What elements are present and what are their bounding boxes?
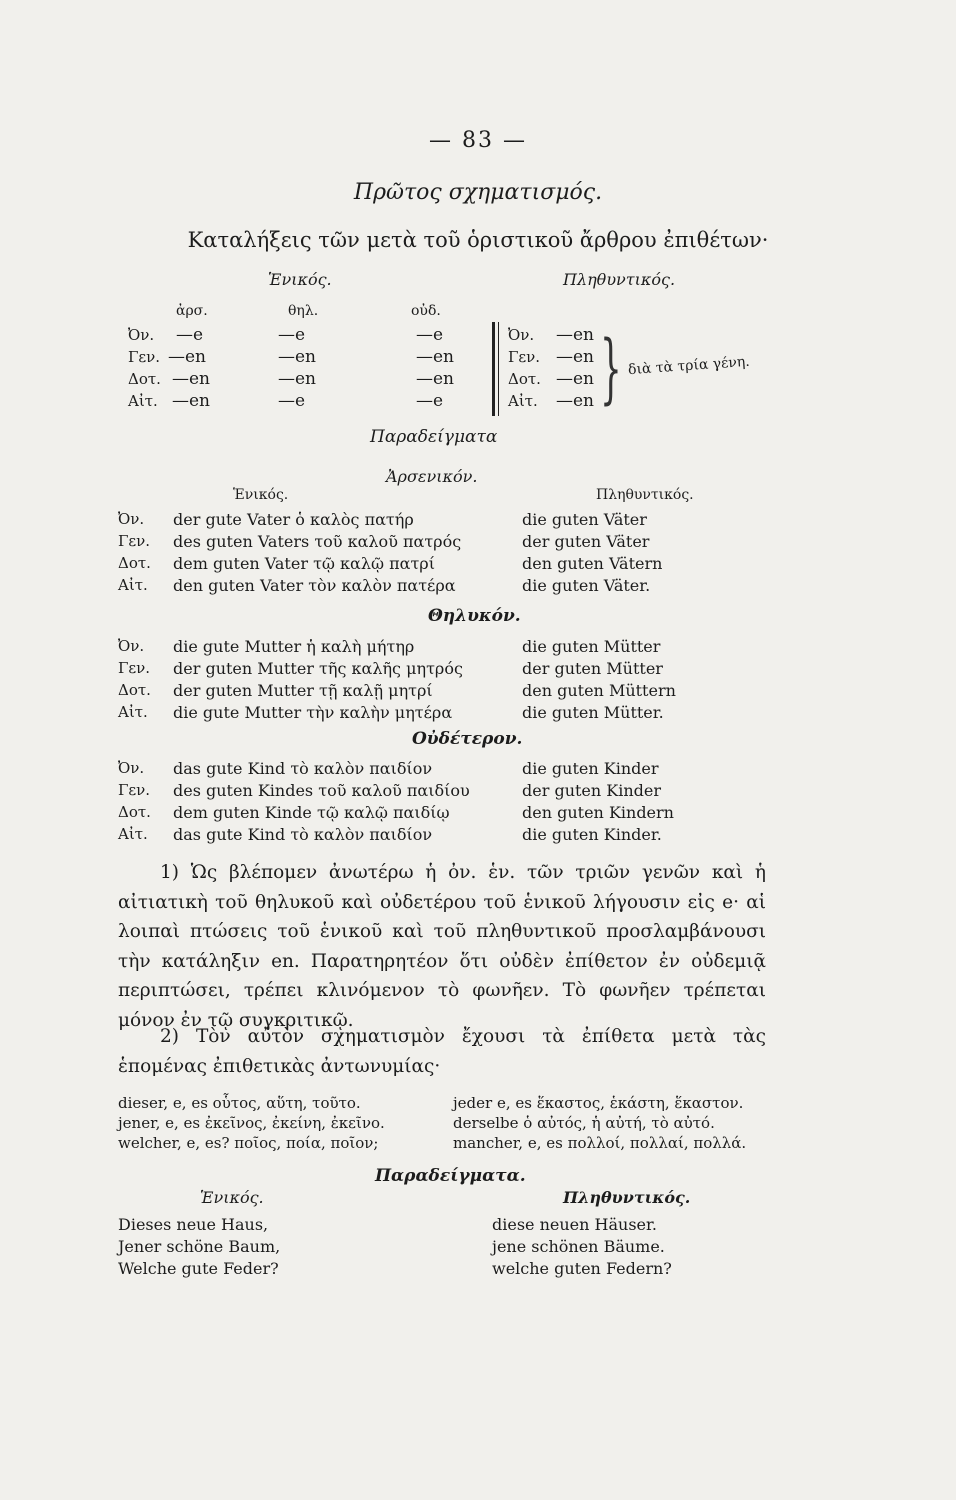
table-divider [498,322,499,416]
plural-case-label: Αἰτ. [508,392,538,410]
singular-header: Ἑνικός. [268,270,332,289]
example-plural: jene schönen Bäume. [492,1237,665,1256]
example-singular: die gute Mutter ἡ καλὴ μήτηρ [173,637,415,656]
pronoun-entry: welcher, e, es? ποῖος, ποία, ποῖον; [118,1134,379,1152]
example-plural: den guten Vätern [522,554,663,573]
plural-header: Πληθυντικός. [563,270,676,289]
pronoun-entry: derselbe ὁ αὐτός, ἡ αὐτή, τὸ αὐτό. [453,1114,715,1132]
table-divider [492,322,495,416]
example-singular: die gute Mutter τὴν καλὴν μητέρα [173,703,453,722]
example-plural: der guten Väter [522,532,650,551]
ending-cell: —en [172,391,211,411]
note-1 [118,858,766,1035]
case-label: Γεν. [118,532,151,550]
case-label: Γεν. [118,781,151,799]
example-singular: das gute Kind τὸ καλὸν παιδίον [173,759,433,778]
ending-cell: —e [278,325,306,345]
examples-heading: Παραδείγματα [370,427,498,447]
plural-header: Πληθυντικός. [596,487,694,503]
example-plural: der guten Mütter [522,659,663,678]
example-plural: diese neuen Häuser. [492,1215,657,1234]
pronoun-entry: jeder e, es ἕκαστος, ἑκάστη, ἕκαστον. [453,1094,744,1112]
example-plural: die guten Mütter [522,637,661,656]
plural-case-label: Δοτ. [508,370,541,388]
ending-cell: —en [168,347,207,367]
case-label: Αἰτ. [118,576,148,594]
case-label: Δοτ. [118,554,151,572]
page-subtitle: Καταλήξεις τῶν μετὰ τοῦ ὁριστικοῦ ἄρθρου ἐπιθέτων· [187,228,769,252]
plural-ending: —en [556,347,595,367]
gender-header-masc: ἀρσ. [176,303,208,319]
example-plural: der guten Kinder [522,781,662,800]
section-heading: Οὐδέτερον. [412,729,523,749]
case-label: Γεν. [128,348,161,366]
case-label: Ὀν. [128,326,155,344]
case-label: Ὀν. [118,637,145,655]
case-label: Γεν. [118,659,151,677]
note-2 [118,1022,766,1081]
gender-header-fem: θηλ. [288,303,319,319]
note-2-text: 2) Τὸν αὐτὸν σχηματισμὸν ἔχουσι τὰ ἐπίθετα μετὰ τὰς ἑπομένας ἐπιθετικὰς ἀντωνυμίας· [118,1026,766,1077]
page-title: Πρῶτος σχηματισμός. [353,180,603,205]
section-heading: Θηλυκόν. [428,606,521,626]
example-plural: die guten Kinder. [522,825,662,844]
case-label: Δοτ. [118,681,151,699]
case-label: Δοτ. [128,370,161,388]
plural-ending: —en [556,391,595,411]
example-singular: der gute Vater ὁ καλὸς πατήρ [173,510,414,529]
plural-ending: —en [556,369,595,389]
example-singular: Welche gute Feder? [118,1259,279,1278]
example-singular: der guten Mutter τῆς καλῆς μητρός [173,659,463,678]
plural-ending: —en [556,325,595,345]
example-singular: Dieses neue Haus, [118,1215,269,1234]
example-singular: Jener schöne Baum, [118,1237,281,1256]
example-plural: die guten Väter [522,510,647,529]
case-label: Ὀν. [118,759,145,777]
example-plural: den guten Kindern [522,803,674,822]
example-plural: die guten Kinder [522,759,659,778]
right-brace: } [600,323,622,412]
plural-header: Πληθυντικός. [563,1188,691,1207]
pronoun-entry: jener, e, es ἐκεῖνος, ἐκείνη, ἐκεῖνο. [118,1114,385,1132]
ending-cell: —en [172,369,211,389]
ending-cell: —e [416,325,444,345]
example-singular: der guten Mutter τῇ καλῇ μητρί [173,681,433,700]
example-singular: des guten Vaters τοῦ καλοῦ πατρός [173,532,462,551]
case-label: Αἰτ. [128,392,158,410]
pronoun-entry: mancher, e, es πολλοί, πολλαί, πολλά. [453,1134,747,1152]
example-singular: dem guten Kinde τῷ καλῷ παιδίῳ [173,803,450,822]
ending-cell: —e [176,325,204,345]
ending-cell: —en [416,369,455,389]
note-1-text: 1) Ὡς βλέπομεν ἀνωτέρω ἡ ὀν. ἑν. τῶν τριῶν γενῶν καὶ ἡ αἰτιατικὴ τοῦ θηλυκοῦ καὶ οὐδετέρου τοῦ ἑνικοῦ λήγουσιν εἰς e· αἱ λοιπαὶ πτώσεις τοῦ ἑνικοῦ καὶ τοῦ πληθυντικοῦ προσλαμβάνουσι τὴν κατάληξιν en. Παρατηρητέον ὅτι οὐδὲν ἐπίθετον ἐν οὐδεμιᾷ περιπτώσει, τρέπει κλινόμενον τὸ φωνῆεν. Τὸ φωνῆεν τρέπεται μόνον ἐν τῷ συγκριτικῷ. [118,862,766,1031]
ending-cell: —e [278,391,306,411]
example-plural: den guten Müttern [522,681,676,700]
ending-cell: —e [416,391,444,411]
case-label: Ὀν. [118,510,145,528]
example-plural: die guten Väter. [522,576,651,595]
example-singular: dem guten Vater τῷ καλῷ πατρί [173,554,435,573]
examples-2-heading: Παραδείγματα. [375,1166,526,1186]
example-plural: welche guten Federn? [492,1259,672,1278]
example-singular: des guten Kindes τοῦ καλοῦ παιδίου [173,781,470,800]
pronoun-entry: dieser, e, es οὗτος, αὕτη, τοῦτο. [118,1094,361,1112]
case-label: Δοτ. [118,803,151,821]
plural-note: διὰ τὰ τρία γένη. [627,353,751,379]
plural-case-label: Γεν. [508,348,541,366]
plural-case-label: Ὀν. [508,326,535,344]
section-heading: Ἀρσενικόν. [386,467,478,486]
example-plural: die guten Mütter. [522,703,664,722]
ending-cell: —en [278,347,317,367]
singular-header: Ἑνικός. [200,1188,264,1207]
singular-header: Ἑνικός. [233,487,289,503]
ending-cell: —en [416,347,455,367]
case-label: Αἰτ. [118,825,148,843]
example-singular: den guten Vater τὸν καλὸν πατέρα [173,576,456,595]
example-singular: das gute Kind τὸ καλὸν παιδίον [173,825,433,844]
gender-header-neut: οὐδ. [411,303,441,319]
case-label: Αἰτ. [118,703,148,721]
page-number: — 83 — [429,128,527,153]
ending-cell: —en [278,369,317,389]
